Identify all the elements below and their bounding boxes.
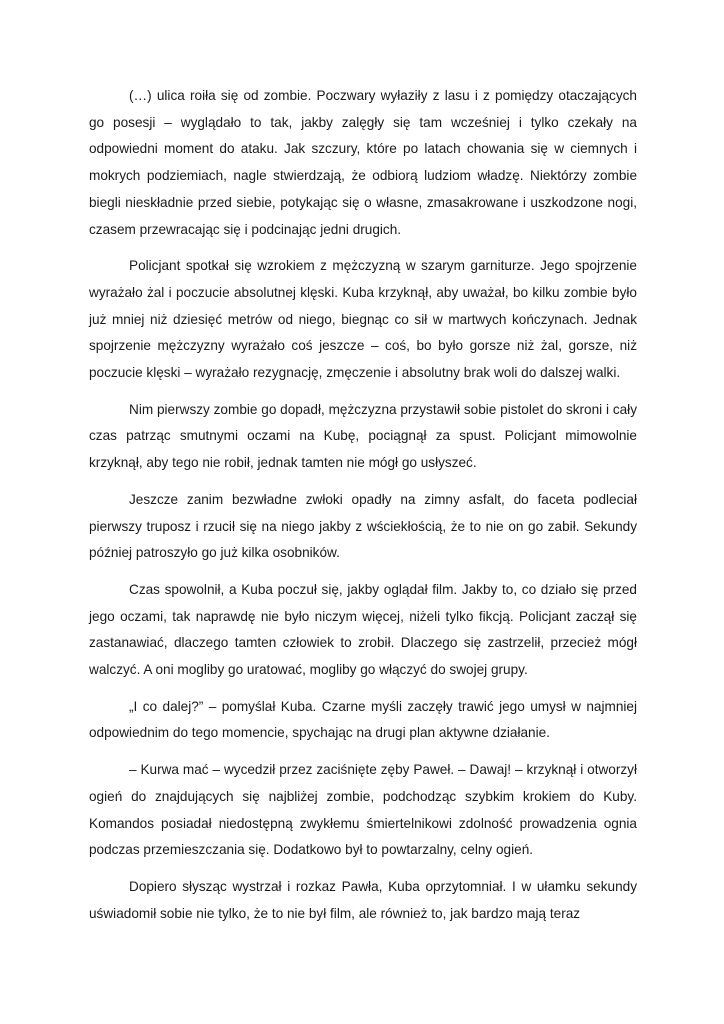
document-page [89, 83, 637, 937]
paragraph: „I co dalej?” – pomyślał Kuba. Czarne myśli zaczęły trawić jego umysł w najmniej odpowiednim do tego momencie, spychając na drugi plan aktywne działanie. [89, 698, 637, 741]
paragraph: Czas spowolnił, a Kuba poczuł się, jakby oglądał film. Jakby to, co działo się przed jego oczami, tak naprawdę nie było niczym więcej, niżeli tylko fikcją. Policjant zaczął się zastanawiać, dlaczego tamten człowiek to zrobił. Dlaczego się zastrzelił, przecież mógł walczyć. A oni mogliby go uratować, mogliby go włączyć do swojej grupy. [89, 581, 637, 678]
paragraph: – Kurwa mać – wycedził przez zaciśnięte zęby Paweł. – Dawaj! – krzyknął i otworzył ogień do znajdujących się najbliżej zombie, podchodząc szybkim krokiem do Kuby. Komandos posiadał niedostępną zwykłemu śmiertelnikowi zdolność prowadzenia ognia podczas przemieszczania się. Dodatkowo był to powtarzalny, celny ogień. [89, 762, 637, 858]
paragraph: Policjant spotkał się wzrokiem z mężczyzną w szarym garniturze. Jego spojrzenie wyrażało żal i poczucie absolutnej klęski. Kuba krzyknął, aby uważał, bo kilku zombie było już mniej niż dziesięć metrów od niego, biegnąc co sił w martwych kończynach. Jednak spojrzenie mężczyzny wyrażało coś jeszcze – coś, bo było gorsze niż żal, gorsze, niż poczucie klęski – wyrażało rezygnację, zmęczenie i absolutny brak woli do dalszej walki. [89, 258, 637, 381]
paragraph: (…) ulica roiła się od zombie. Poczwary wyłaziły z lasu i z pomiędzy otaczających go posesji – wyglądało to tak, jakby zalęgły się tam wcześniej i tylko czekały na odpowiedni moment do ataku. Jak szczury, które po latach chowania się w ciemnych i mokrych podziemiach, nagle stwierdzają, że odbiorą ludziom władzę. Niektórzy zombie biegli nieskładnie przed siebie, potykając się o własne, zmasakrowane i uszkodzone nogi, czasem przewracając się i podcinając jedni drugich. [89, 88, 637, 237]
paragraph: Nim pierwszy zombie go dopadł, mężczyzna przystawił sobie pistolet do skroni i cały czas patrząc smutnymi oczami na Kubę, pociągnął za spust. Policjant mimowolnie krzyknął, aby tego nie robił, jednak tamten nie mógł go usłyszeć. [89, 401, 637, 471]
paragraph: Dopiero słysząc wystrzał i rozkaz Pawła, Kuba oprzytomniał. I w ułamku sekundy uświadomił sobie nie tylko, że to nie był film, ale również to, jak bardzo mają teraz [89, 878, 637, 921]
paragraph: Jeszcze zanim bezwładne zwłoki opadły na zimny asfalt, do faceta podleciał pierwszy truposz i rzucił się na niego jakby z wściekłością, że to nie on go zabił. Sekundy później patroszyło go już kilka osobników. [89, 491, 637, 561]
